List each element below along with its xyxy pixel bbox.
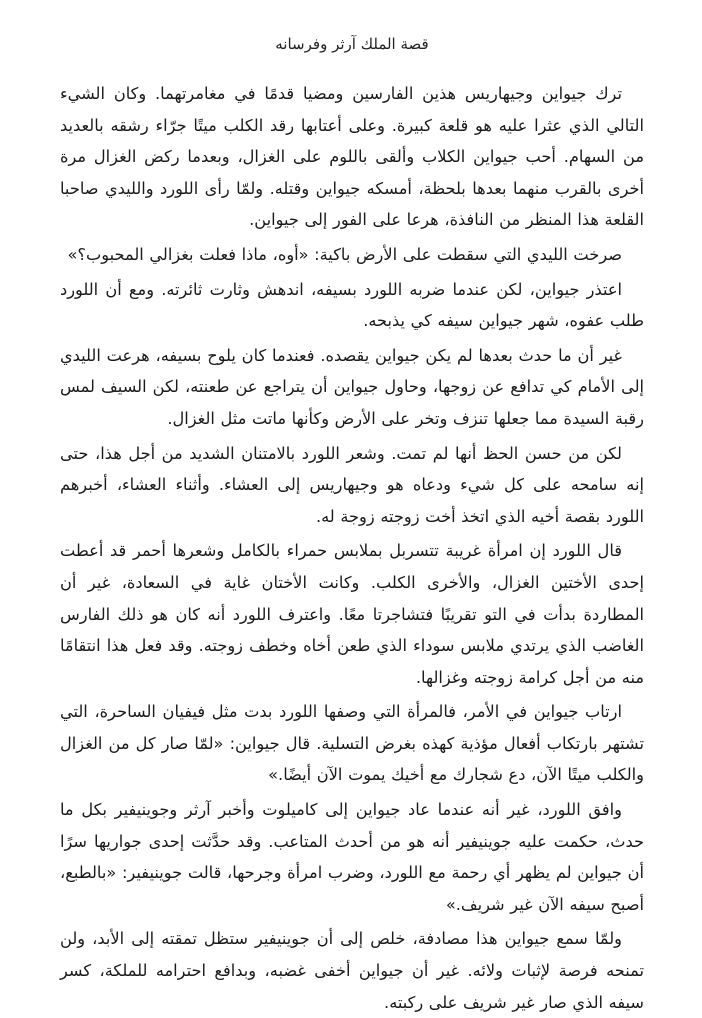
paragraph: ولمّا سمع جيواين هذا مصادفة، خلص إلى أن جوينيفير ستظل تمقته إلى الأبد، ولن تمنحه فرصة لإثبات ولائه. غير أن جيواين أخفى غضبه، وبدافع احترامه للملكة، كسر سيفه الذي صار غير شريف على ركبته. (60, 929, 644, 1012)
paragraph: ارتاب جيواين في الأمر، فالمرأة التي وصفها اللورد بدت مثل فيفيان الساحرة، التي تشتهر بارتكاب أفعال مؤذية كهذه بغرض التسلية. قال جيواين: «لمّا صار كل من الغزال والكلب ميتًا الآن، دع شجارك مع أخيك يموت الآن أيضًا.» (60, 702, 644, 785)
body-text (60, 78, 644, 1018)
paragraph: غير أن ما حدث بعدها لم يكن جيواين يقصده. فعندما كان يلوح بسيفه، هرعت الليدي إلى الأمام كي تدافع عن زوجها، وحاول جيواين أن يتراجع عن طعنته، لكن السيف لمس رقبة السيدة مما جعلها تنزف وتخر على الأرض وكأنها ماتت مثل الغزال. (60, 345, 644, 428)
paragraph: لكن من حسن الحظ أنها لم تمت. وشعر اللورد بالامتنان الشديد من أجل هذا، حتى إنه سامحه على كل شيء ودعاه هو وجيهاريس إلى العشاء. وأثناء العشاء، أخبرهم اللورد بقصة أخيه الذي اتخذ أخت زوجته زوجة له. (60, 443, 644, 526)
running-header: قصة الملك آرثر وفرسانه (275, 35, 429, 53)
paragraph: قال اللورد إن امرأة غريبة تتسربل بملابس حمراء بالكامل وشعرها أحمر قد أعطت إحدى الأختين الغزال، والأخرى الكلب. وكانت الأختان غاية في السعادة، غير أن المطاردة بدأت في التو تقريبًا فتشاجرتا معًا. واعترف اللورد أنه كان هو ذلك الفارس الغاضب الذي يرتدي ملابس سوداء الذي طعن أخاه وخطف زوجته. وقد فعل هذا انتقامًا منه من أجل كرامة زوجته وغزالها. (60, 541, 644, 687)
paragraph: ترك جيواين وجيهاريس هذين الفارسين ومضيا قدمًا في مغامرتهما. وكان الشيء التالي الذي عثرا عليه هو قلعة كبيرة. وعلى أعتابها رقد الكلب ميتًا جرّاء رشقه بالعديد من السهام. أحب جيواين الكلاب وألقى باللوم على الغزال، وبعدما ركض الغزال مرة أخرى بالقرب منهما بعدها بلحظة، أمسكه جيواين وقتله. ولمّا رأى اللورد والليدي صاحبا القلعة هذا المنظر من النافذة، هرعا على الفور إلى جيواين. (60, 84, 644, 230)
paragraph: صرخت الليدي التي سقطت على الأرض باكية: «أوه، ماذا فعلت بغزالي المحبوب؟» (67, 244, 622, 264)
paragraph: اعتذر جيواين، لكن عندما ضربه اللورد بسيفه، اندهش وثارت ثائرته. ومع أن اللورد طلب عفوه، شهر جيواين سيفه كي يذبحه. (60, 279, 644, 331)
paragraph: وافق اللورد، غير أنه عندما عاد جيواين إلى كاميلوت وأخبر آرثر وجوينيفير بكل ما حدث، حكمت عليه جوينيفير أنه هو من أحدث المتاعب. وقد حدَّثت إحدى جواريها سرًا أن جيواين لم يظهر أي رحمة مع اللورد، وضرب امرأة وجرحها، قالت جوينيفير: «بالطبع، أصبح سيفه الآن غير شريف.» (60, 800, 644, 914)
